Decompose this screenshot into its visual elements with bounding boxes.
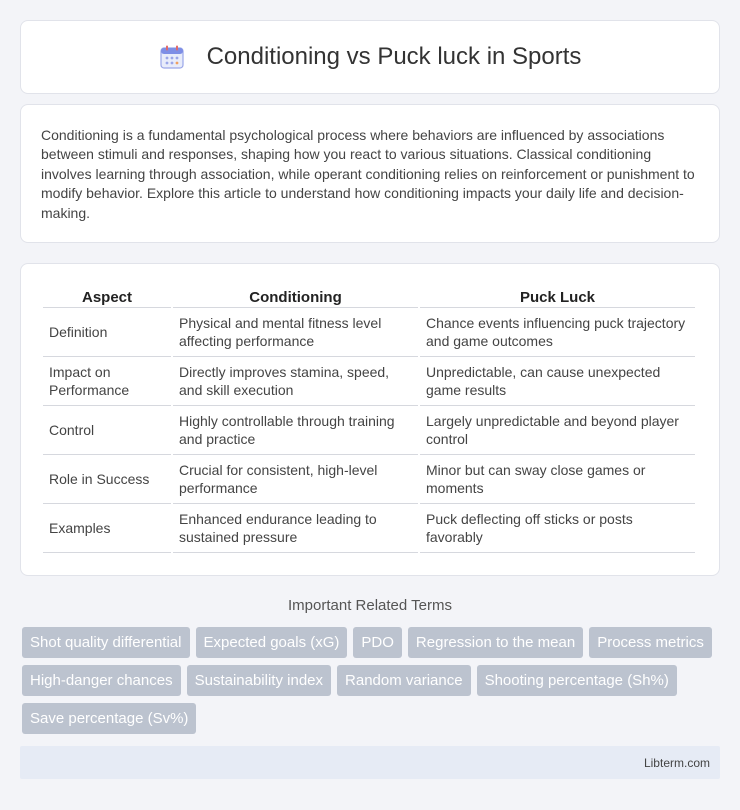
table-cell: Definition: [43, 308, 171, 357]
footer: [20, 746, 720, 779]
table-cell: Unpredictable, can cause unexpected game results: [420, 357, 695, 406]
header-card: [20, 20, 720, 94]
column-header-conditioning: Conditioning: [173, 284, 418, 308]
table-cell: Crucial for consistent, high-level performance: [173, 455, 418, 504]
table-cell: Minor but can sway close games or moments: [420, 455, 695, 504]
intro-card: [20, 104, 720, 243]
table-row: [43, 504, 695, 553]
table-row: [43, 406, 695, 455]
comparison-table: [41, 284, 697, 553]
related-term-tag[interactable]: Shooting percentage (Sh%): [477, 665, 677, 696]
related-terms-list: [22, 627, 722, 734]
related-term-tag[interactable]: Regression to the mean: [408, 627, 583, 658]
table-cell: Examples: [43, 504, 171, 553]
column-header-puck-luck: Puck Luck: [420, 284, 695, 308]
footer-brand-link[interactable]: Libterm.com: [643, 756, 710, 770]
related-term-tag[interactable]: Expected goals (xG): [196, 627, 348, 658]
related-terms-title: Important Related Terms: [288, 597, 452, 614]
table-row: [43, 308, 695, 357]
page-title: Conditioning vs Puck luck in Sports: [206, 43, 582, 70]
table-cell: Control: [43, 406, 171, 455]
related-term-tag[interactable]: Shot quality differential: [22, 627, 190, 658]
title-wrap: [159, 43, 582, 71]
related-term-tag[interactable]: PDO: [353, 627, 402, 658]
table-cell: Role in Success: [43, 455, 171, 504]
related-term-tag[interactable]: High-danger chances: [22, 665, 181, 696]
table-header-row: [43, 284, 695, 308]
table-cell: Physical and mental fitness level affecting performance: [173, 308, 418, 357]
column-header-aspect: Aspect: [43, 284, 171, 308]
table-cell: Impact on Performance: [43, 357, 171, 406]
intro-text: Conditioning is a fundamental psychological process where behaviors are influenced by associations between stimuli and responses, shaping how you react to various situations. Classical conditioning involves learning through association, while operant conditioning relies on reinforcement or punishment to modify behavior. Explore this article to understand how conditioning impacts your daily life and decision-making.: [41, 127, 695, 221]
table-cell: Enhanced endurance leading to sustained pressure: [173, 504, 418, 553]
related-term-tag[interactable]: Save percentage (Sv%): [22, 703, 196, 734]
table-cell: Highly controllable through training and practice: [173, 406, 418, 455]
related-term-tag[interactable]: Random variance: [337, 665, 471, 696]
table-row: [43, 357, 695, 406]
table-cell: Directly improves stamina, speed, and skill execution: [173, 357, 418, 406]
comparison-table-card: [20, 263, 720, 576]
related-term-tag[interactable]: Sustainability index: [187, 665, 331, 696]
table-cell: Largely unpredictable and beyond player control: [420, 406, 695, 455]
table-cell: Chance events influencing puck trajectory and game outcomes: [420, 308, 695, 357]
table-row: [43, 455, 695, 504]
related-term-tag[interactable]: Process metrics: [589, 627, 712, 658]
calendar-icon: [159, 44, 185, 70]
table-cell: Puck deflecting off sticks or posts favorably: [420, 504, 695, 553]
